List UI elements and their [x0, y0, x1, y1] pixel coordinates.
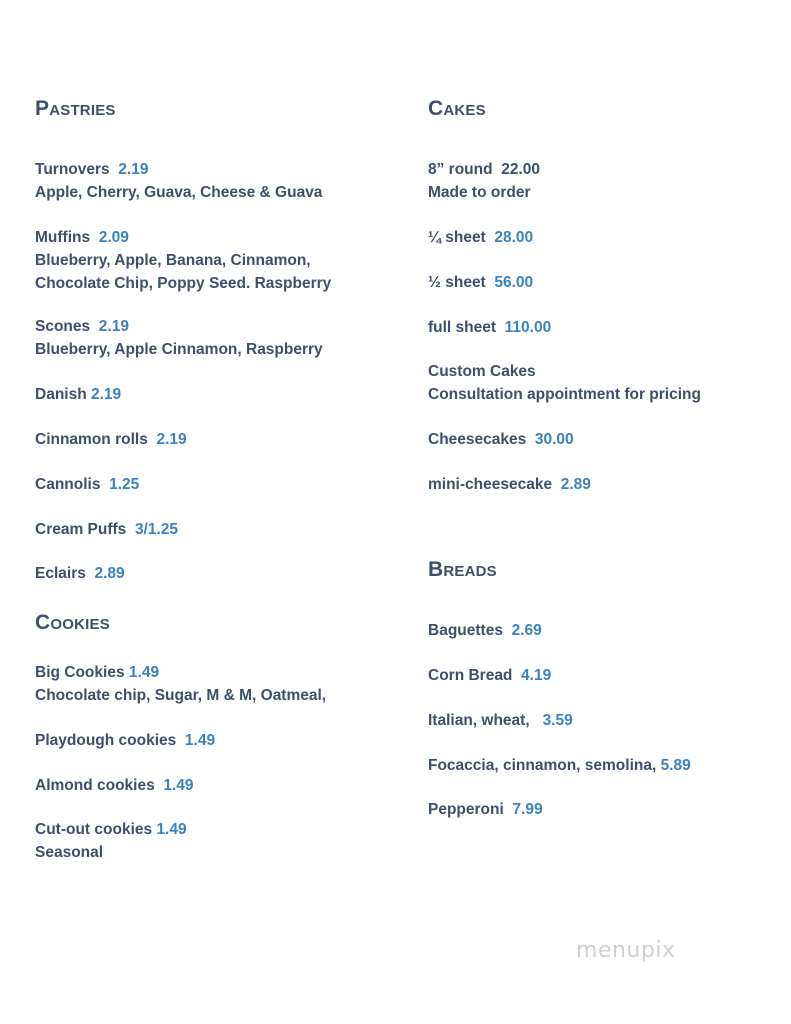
item-name: Turnovers [35, 161, 110, 178]
item-price: 28.00 [494, 229, 534, 246]
item-name: Scones [35, 318, 91, 335]
item-name: Cut-out cookies [35, 821, 153, 838]
item-name: Cream Puffs [35, 521, 127, 538]
menu-item-almond-cookies [35, 774, 194, 797]
section-heading-breads: Breads [428, 558, 497, 581]
item-price: 3.59 [542, 712, 573, 729]
item-price: 2.89 [560, 476, 591, 493]
item-name: Italian, wheat, [428, 712, 530, 729]
section-heading-cakes: Cakes [428, 97, 486, 120]
item-price: 2.19 [98, 318, 129, 335]
menu-item-focaccia [428, 754, 691, 777]
item-price: 1.49 [184, 732, 216, 749]
item-name: Custom Cakes [428, 363, 536, 380]
menu-item-custom-cakes [428, 360, 701, 406]
item-name: 8” round [428, 161, 493, 178]
item-description: Blueberry, Apple, Banana, Cinnamon, [35, 252, 311, 269]
item-price: 56.00 [494, 274, 534, 291]
menu-item-mini-cheesecake [428, 473, 591, 496]
menu-item-cinnamon-rolls [35, 428, 187, 451]
item-price: 2.19 [156, 431, 187, 448]
item-price: 2.09 [98, 229, 129, 246]
menu-item-playdough-cookies [35, 729, 215, 752]
item-name: Muffins [35, 229, 91, 246]
item-name: Playdough cookies [35, 732, 177, 749]
item-description: Made to order [428, 184, 531, 201]
item-name: Cheesecakes [428, 431, 527, 448]
menu-item-cream-puffs [35, 518, 178, 541]
menu-item-cannolis [35, 473, 139, 496]
item-name: Corn Bread [428, 667, 513, 684]
section-heading-cookies: Cookies [35, 611, 110, 634]
menu-item-scones [35, 315, 323, 361]
menu-item-baguettes [428, 619, 542, 642]
item-price: 1.49 [163, 777, 194, 794]
item-name: Cannolis [35, 476, 101, 493]
item-description: Apple, Cherry, Guava, Cheese & Guava [35, 184, 323, 201]
menu-item-cheesecakes [428, 428, 574, 451]
menu-item-turnovers [35, 158, 322, 204]
menu-item-full-sheet [428, 316, 551, 339]
item-price: 110.00 [504, 319, 552, 336]
menu-item-danish [35, 383, 121, 406]
item-name: Danish [35, 386, 87, 403]
menu-item-pepperoni [428, 798, 543, 821]
item-description: Seasonal [35, 844, 104, 861]
item-price: 3/1.25 [134, 521, 179, 538]
item-description: Blueberry, Apple Cinnamon, Raspberry [35, 341, 323, 358]
item-name: Pepperoni [428, 801, 504, 818]
menu-item-8-round [428, 158, 540, 204]
item-name: ¼ sheet [428, 229, 486, 246]
item-price: 1.25 [109, 476, 140, 493]
menu-item-italian-wheat [428, 709, 573, 732]
menu-item-corn-bread [428, 664, 551, 687]
item-name: Big Cookies [35, 664, 125, 681]
item-price: 2.19 [91, 386, 122, 403]
item-price: 2.69 [511, 622, 542, 639]
item-name: Eclairs [35, 565, 86, 582]
menu-item-quarter-sheet [428, 226, 533, 249]
menu-item-half-sheet [428, 271, 533, 294]
menu-item-cutout-cookies [35, 818, 187, 864]
item-description: Consultation appointment for pricing [428, 386, 701, 403]
menupix-watermark: menupix [576, 938, 676, 963]
item-price: 5.89 [660, 757, 691, 774]
item-price: 1.49 [128, 664, 160, 681]
item-name: Baguettes [428, 622, 503, 639]
item-price: 30.00 [534, 431, 574, 448]
item-name: mini-cheesecake [428, 476, 553, 493]
item-price: 7.99 [512, 801, 543, 818]
item-price: 4.19 [521, 667, 552, 684]
item-description: Chocolate chip, Sugar, M & M, Oatmeal, [35, 687, 327, 704]
item-description: Chocolate Chip, Poppy Seed. Raspberry [35, 275, 332, 292]
menu-item-eclairs [35, 562, 125, 585]
item-price: 2.89 [94, 565, 125, 582]
item-price: 1.49 [156, 821, 187, 838]
item-name: Cinnamon rolls [35, 431, 148, 448]
menu-item-muffins [35, 226, 331, 295]
item-name: Almond cookies [35, 777, 155, 794]
item-price: 22.00 [501, 161, 541, 178]
menu-item-big-cookies [35, 661, 326, 707]
item-name: ½ sheet [428, 274, 486, 291]
item-price: 2.19 [118, 161, 149, 178]
section-heading-pastries: Pastries [35, 97, 116, 120]
item-name: full sheet [428, 319, 497, 336]
item-name: Focaccia, cinnamon, semolina, [428, 757, 657, 774]
